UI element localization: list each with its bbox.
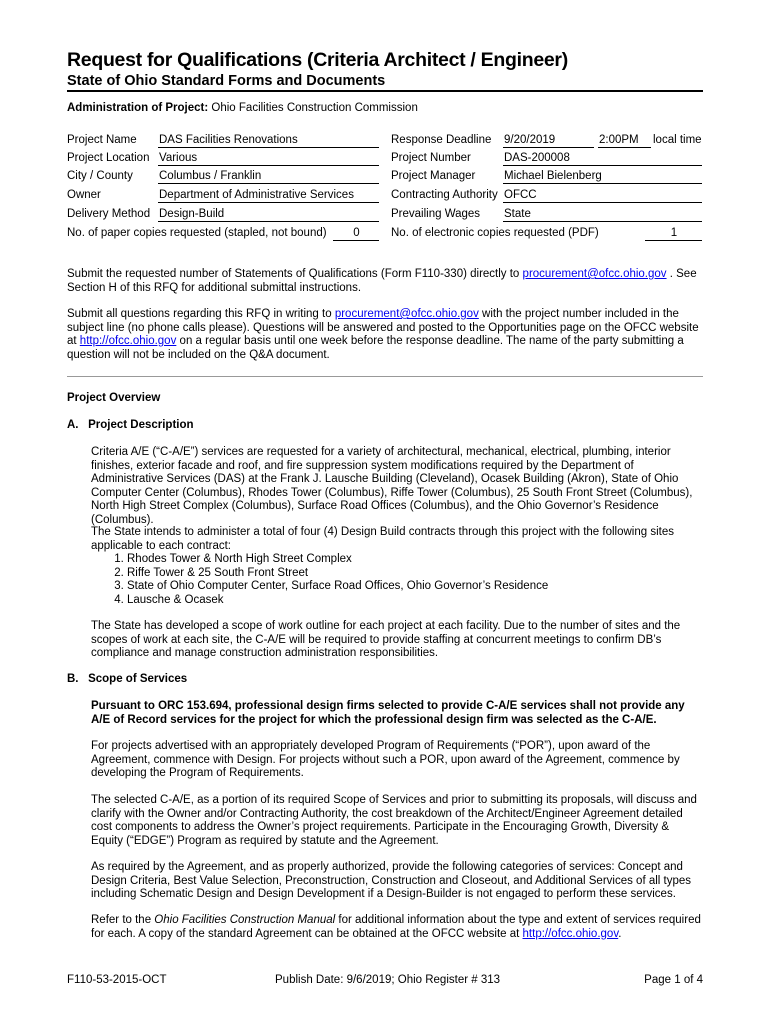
list-item: 3. State of Ohio Computer Center, Surface Road Offices, Ohio Governor’s Residence: [127, 580, 703, 594]
procurement-email-link-2[interactable]: procurement@ofcc.ohio.gov: [334, 308, 479, 320]
local-time-label: local time: [653, 134, 702, 146]
admin-label: Administration of Project:: [67, 102, 209, 114]
submit-p2-text-2: with the project number included in the subject line (no phone calls please). Questions will be answered and posted to the Opportunities page on the OFCC website at: [67, 308, 699, 347]
project-location-label: Project Location: [67, 152, 150, 164]
section-a-paragraph-1: Criteria A/E (“C-A/E”) services are requested for a variety of architectural, mechanical, electrical, plumbing, interior finishes, exterior facade and roof, and fire suppression system modifications required by the Department of Administrative Services (DAS) at the Frank J. Lausche Building (Cleveland), Ocasek Building (Akron), State of Ohio Computer Center (Columbus), Rhodes Tower (Columbus), Riffe Tower (Columbus), 25 South Front Street (Columbus), North High Street Complex (Columbus), Surface Road Offices (Columbus), and the Ohio Governor’s Residence (Columbus).: [91, 446, 693, 526]
response-deadline-date-field[interactable]: 9/20/2019: [503, 133, 594, 148]
submit-paragraph-1: [67, 268, 703, 295]
row-6: [67, 226, 703, 244]
row-5: [67, 207, 703, 225]
section-b-p5-text: Refer to the: [91, 914, 152, 926]
page-number: Page 1 of 4: [644, 974, 703, 986]
submit-p1-text: Submit the requested number of Statements of Qualifications (Form F110-330) directly to: [67, 268, 520, 280]
page-subtitle: State of Ohio Standard Forms and Documents: [67, 73, 386, 89]
section-b-heading: B. Scope of Services: [67, 673, 188, 685]
row-4: [67, 188, 703, 206]
delivery-method-label: Delivery Method: [67, 208, 151, 220]
row-1: [67, 133, 703, 151]
section-divider: [67, 376, 703, 377]
row-2: [67, 151, 703, 169]
section-b-paragraph-4: As required by the Agreement, and as properly authorized, provide the following categories of services: Concept and Design Criteria, Best Value Selection, Preconstruction, Construction and Closeout, and Additional Services of all types including Schematic Design and Design Development if a Design-Builder is not engaged to perform these services.: [91, 861, 692, 900]
project-location-field[interactable]: Various: [158, 151, 379, 166]
prevailing-wages-label: Prevailing Wages: [391, 208, 481, 220]
city-county-label: City / County: [67, 170, 133, 182]
project-number-field[interactable]: DAS-200008: [503, 151, 702, 166]
prevailing-wages-field[interactable]: State: [503, 207, 702, 222]
paper-copies-label: No. of paper copies requested (stapled, not bound): [67, 227, 327, 239]
procurement-email-link[interactable]: procurement@ofcc.ohio.gov: [522, 268, 667, 280]
paper-copies-field[interactable]: 0: [333, 226, 379, 241]
owner-field[interactable]: Department of Administrative Services: [158, 188, 379, 203]
title-rule: [67, 90, 703, 92]
project-manager-field[interactable]: Michael Bielenberg: [503, 169, 702, 184]
contract-list: [91, 553, 703, 607]
form-number: F110-53-2015-OCT: [67, 974, 167, 986]
section-a-paragraph-3: The State has developed a scope of work outline for each project at each facility. Due to the number of sites and the scopes of work at each site, the C-A/E will be required to provide staffing at concurrent meetings to confirm DB’s compliance and manage construction administration responsibilities.: [91, 620, 681, 659]
delivery-method-field[interactable]: Design-Build: [158, 207, 379, 222]
submit-paragraph-2: [67, 308, 703, 362]
section-b-paragraph-1: Pursuant to ORC 153.694, professional design firms selected to provide C-A/E services shall not provide any A/E of Record services for the project for which the professional design firm was selected as the C-A/E.: [91, 700, 685, 726]
owner-label: Owner: [67, 189, 101, 201]
submit-p2-text: Submit all questions regarding this RFQ in writing to: [67, 308, 332, 320]
section-b-p5-text-2: for additional information about the type and extent of services required for each. A copy of the standard Agreement can be obtained at the OFCC website at: [91, 914, 701, 940]
electronic-copies-label: No. of electronic copies requested (PDF): [391, 227, 599, 239]
list-item: 4. Lausche & Ocasek: [127, 594, 703, 608]
ofcc-website-link[interactable]: http://ofcc.ohio.gov: [79, 335, 177, 347]
admin-value: Ohio Facilities Construction Commission: [211, 102, 418, 114]
ofcc-website-link-2[interactable]: http://ofcc.ohio.gov: [522, 927, 619, 940]
project-overview-heading: Project Overview: [67, 392, 161, 404]
section-b-paragraph-5: [91, 914, 703, 941]
contracting-authority-label: Contracting Authority: [391, 189, 498, 201]
submit-p1-text-2: . See Section H of this RFQ for additional submittal instructions.: [67, 268, 697, 294]
admin-line: [67, 102, 418, 114]
page-title: Request for Qualifications (Criteria Architect / Engineer): [67, 49, 568, 71]
section-a-p2-text: The State intends to administer a total of four (4) Design Build contracts through this project with the following sites applicable to each contract:: [91, 526, 674, 552]
contracting-authority-field[interactable]: OFCC: [503, 188, 702, 203]
list-item: 1. Rhodes Tower & North High Street Complex: [127, 553, 703, 567]
project-name-label: Project Name: [67, 134, 137, 146]
electronic-copies-field[interactable]: 1: [645, 226, 702, 241]
project-name-field[interactable]: DAS Facilities Renovations: [158, 133, 379, 148]
submit-p2-text-3: on a regular basis until one week before the response deadline. The name of the party submitting a question will not be included on the Q&A document.: [67, 335, 684, 361]
project-number-label: Project Number: [391, 152, 471, 164]
page: [67, 48, 703, 940]
section-a-paragraph-2: [91, 526, 703, 607]
city-county-field[interactable]: Columbus / Franklin: [158, 169, 379, 184]
publish-date: Publish Date: 9/6/2019; Ohio Register # 313: [275, 974, 501, 986]
manual-title: Ohio Facilities Construction Manual: [154, 914, 336, 926]
section-b-paragraph-2: For projects advertised with an appropriately developed Program of Requirements (“POR”), upon award of the Agreement, commence with Design. For projects without such a POR, upon award of the Agreement, commence by developing the Program of Requirements.: [91, 740, 680, 779]
section-b-paragraph-3: The selected C-A/E, as a portion of its required Scope of Services and prior to submitting its proposals, will discuss and clarify with the Owner and/or Contracting Authority, the cost breakdown of the Architect/Engineer Agreement detailed cost components to address the Owner’s project requirements. Participate in the Encouraging Growth, Diversity & Equity (“EDGE”) Program as required by statute and the Agreement.: [91, 794, 697, 847]
section-a-heading: A. Project Description: [67, 419, 194, 431]
response-deadline-label: Response Deadline: [391, 134, 492, 146]
response-deadline-time-field[interactable]: 2:00PM: [598, 133, 651, 148]
section-b-p5-text-3: .: [618, 927, 622, 940]
row-3: [67, 169, 703, 187]
project-manager-label: Project Manager: [391, 170, 476, 182]
list-item: 2. Riffe Tower & 25 South Front Street: [127, 567, 703, 581]
